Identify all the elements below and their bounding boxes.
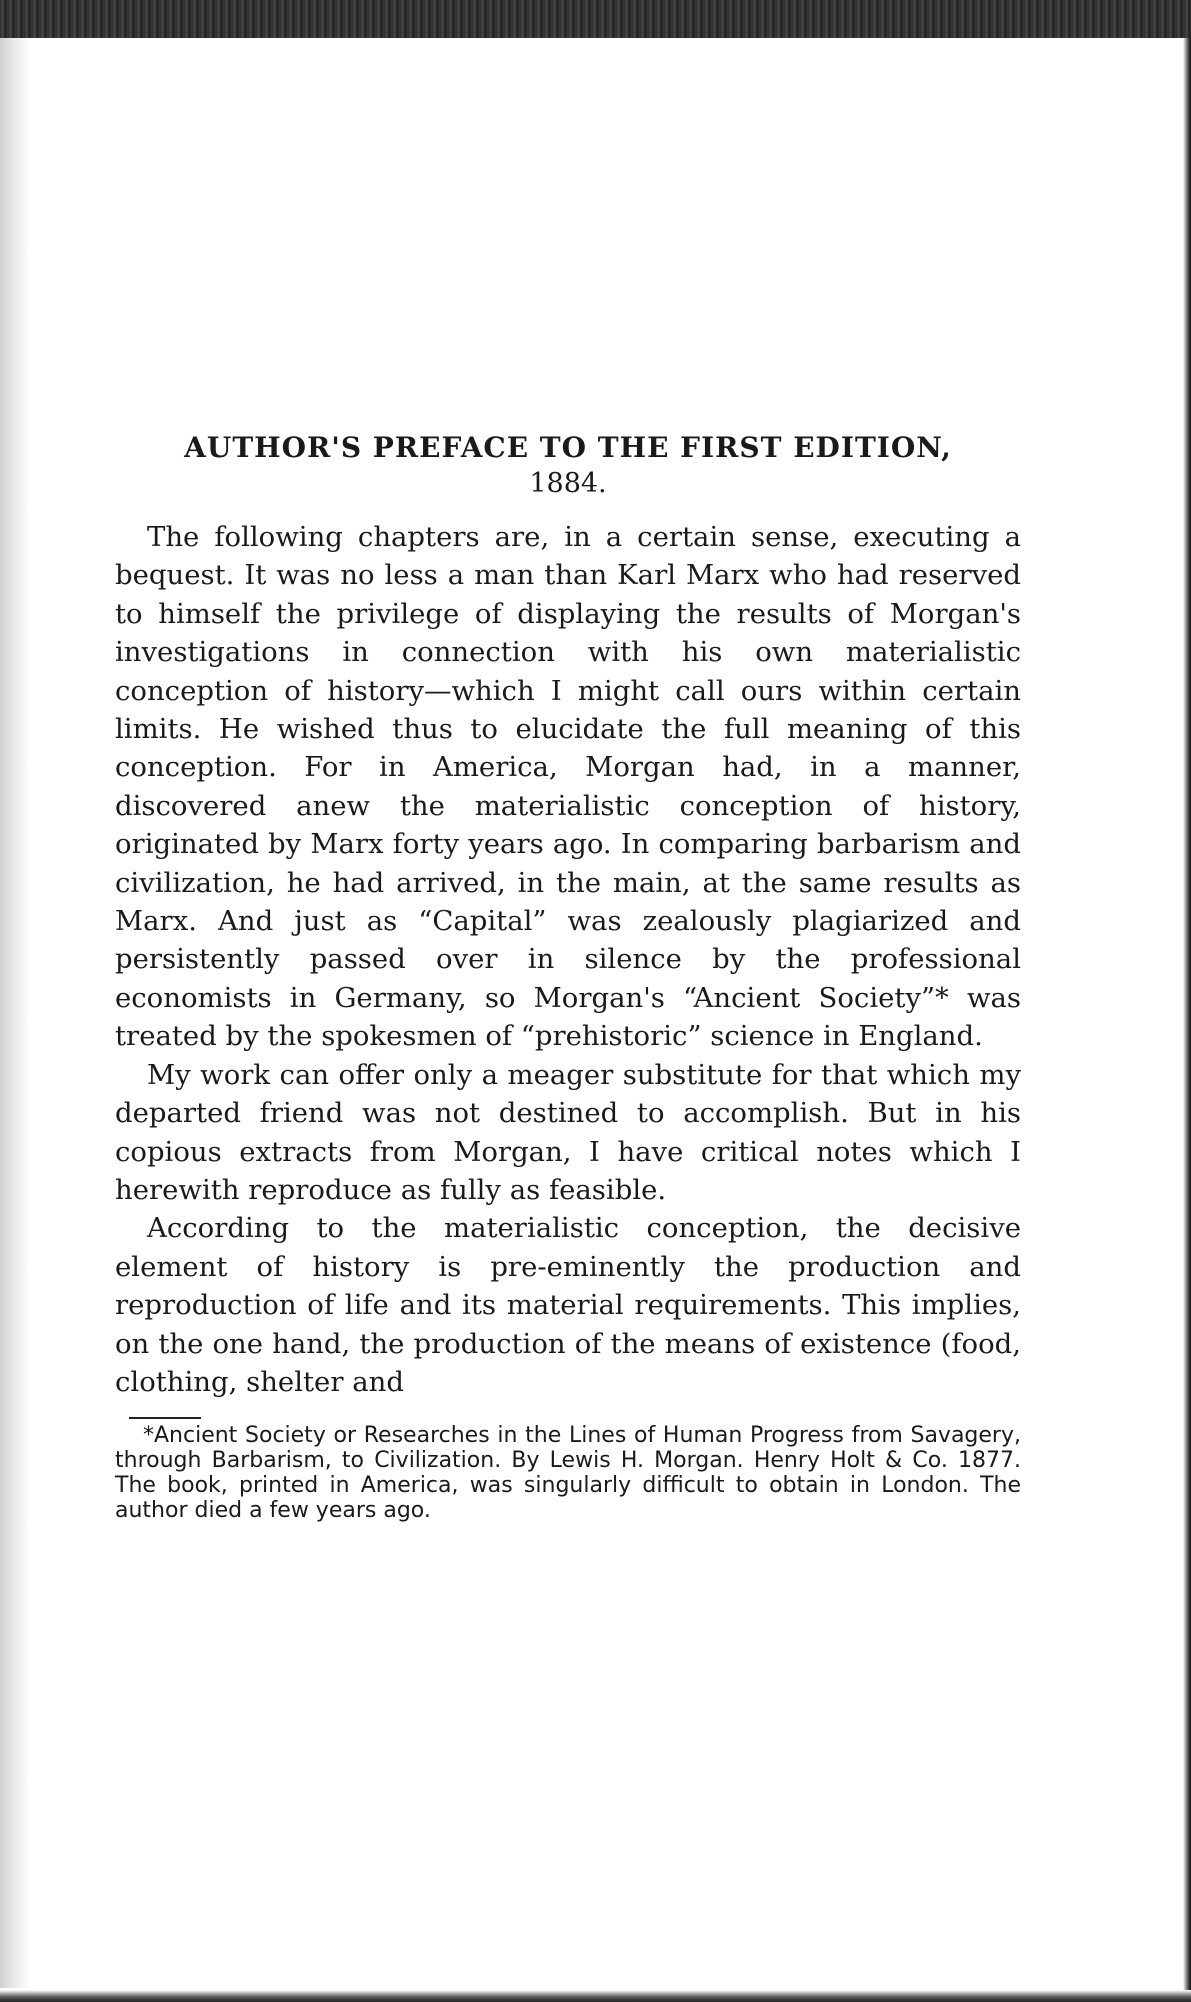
scan-top-band	[0, 0, 1191, 38]
preface-body	[115, 518, 1021, 1401]
scan-left-edge	[0, 38, 30, 1988]
footnote: *Ancient Society or Researches in the Lines of Human Progress from Savagery, through Barbarism, to Civilization. By Lewis H. Morgan. Henry Holt & Co. 1877. The book, printed in America, was singularly difficult to obtain in London. The author died a few years ago.	[115, 1423, 1021, 1524]
preface-year: 1884.	[529, 468, 607, 499]
paragraph-2: My work can offer only a meager substitute for that which my departed friend was not destined to accomplish. But in his copious extracts from Morgan, I have critical notes which I herewith reproduce as fully as feasible.	[115, 1058, 1021, 1206]
preface-title: AUTHOR'S PREFACE TO THE FIRST EDITION,	[184, 431, 952, 464]
paragraph-3: According to the materialistic conception, the decisive element of history is pre-eminently the production and reproduction of life and its material requirements. This implies, on the one hand, the production of the means of existence (food, clothing, shelter and	[115, 1212, 1021, 1398]
scan-right-edge	[1183, 38, 1191, 1998]
scan-bottom-edge	[0, 1990, 1191, 2002]
footnote-rule	[129, 1417, 201, 1419]
paragraph-1: The following chapters are, in a certain sense, executing a bequest. It was no less a man than Karl Marx who had reserved to himself the privilege of displaying the results of Morgan's investigations in connection with his own materialistic conception of history—which I might call ours within certain limits. He wished thus to elucidate the full meaning of this conception. For in America, Morgan had, in a manner, discovered anew the materialistic conception of history, originated by Marx forty years ago. In comparing barbarism and civilization, he had arrived, in the main, at the same results as Marx. And just as “Capital” was zealously plagiarized and persistently passed over in silence by the professional economists in Germany, so Morgan's “Ancient Society”* was treated by the spokesmen of “prehistoric” science in England.	[115, 521, 1021, 1053]
book-page	[115, 430, 1021, 1523]
